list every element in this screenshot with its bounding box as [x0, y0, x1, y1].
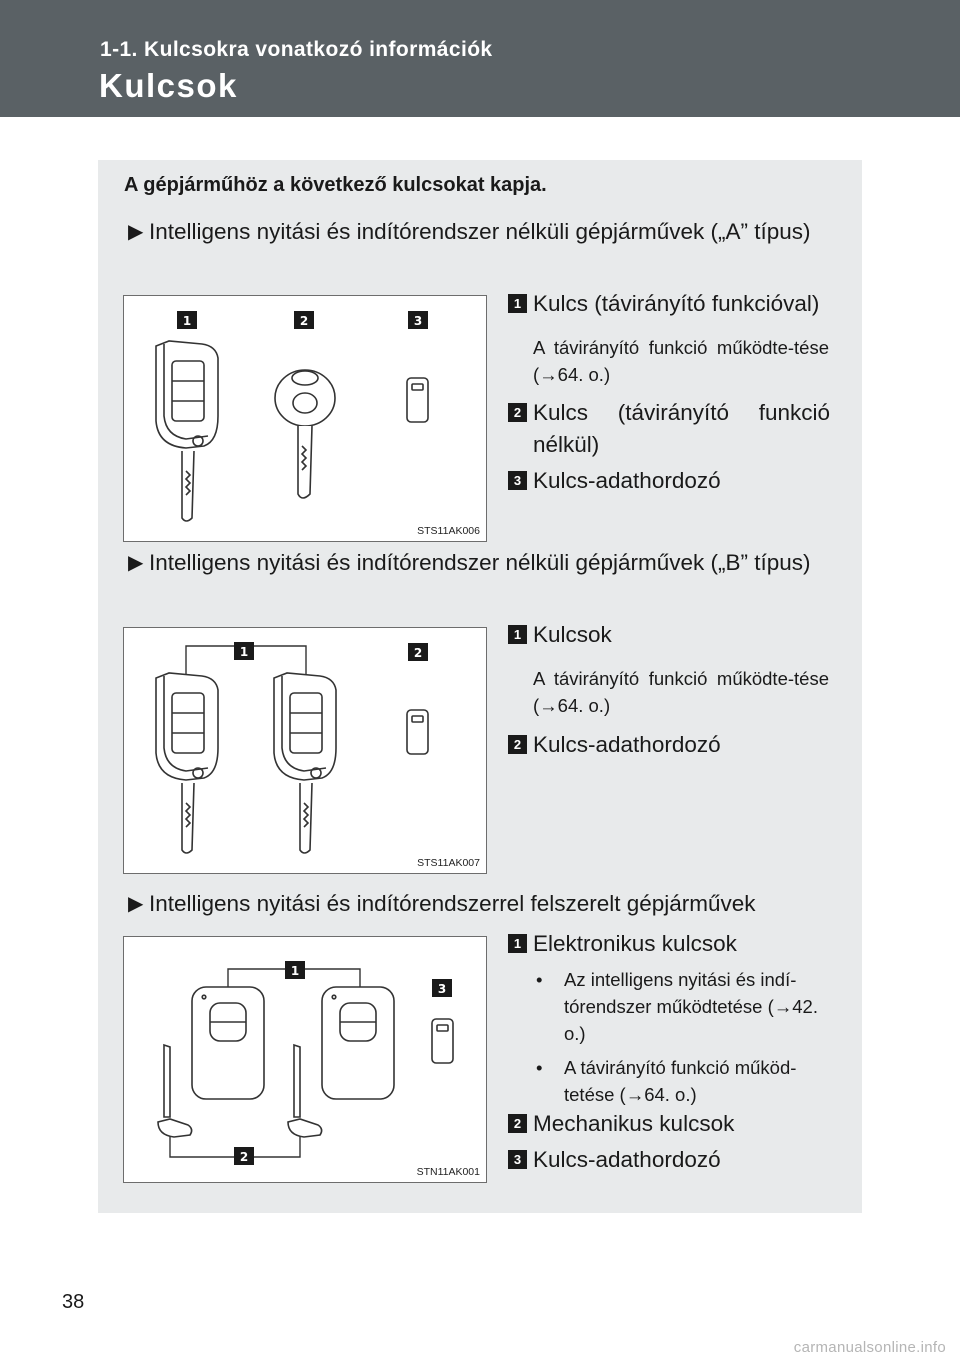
intro-text: A gépjárműhöz a következő kulcsokat kapja.: [124, 174, 547, 196]
mechanical-key-blade-icon: [158, 1045, 192, 1137]
smart-keys-illustration: [124, 937, 486, 1182]
figure-keys-type-a: [123, 295, 487, 542]
legend-item: 1 Kulcs (távirányító funkcióval): [508, 288, 830, 320]
svg-text:1: 1: [239, 645, 249, 659]
number-label-icon: 3: [508, 1150, 527, 1169]
electronic-key-icon: [192, 987, 264, 1099]
mechanical-key-icon: [275, 370, 335, 498]
key-tag-icon: [407, 378, 428, 422]
item-note: A távirányító funkció működte-tése (→64. o.): [533, 337, 829, 385]
flip-remote-key-icon: [156, 673, 218, 853]
svg-text:1: 1: [182, 314, 192, 328]
page-header: [0, 0, 960, 117]
number-label-icon: 2: [508, 1114, 527, 1133]
bullet-icon: •: [536, 1057, 543, 1078]
svg-text:3: 3: [437, 982, 447, 996]
number-label-icon: 1: [508, 294, 527, 313]
legend-item: 3 Kulcs-adathordozó: [508, 1144, 830, 1176]
keys-type-a-illustration: [124, 296, 486, 541]
number-label-icon: 1: [508, 625, 527, 644]
item-note: A távirányító funkció működte-tése (→64. o.): [533, 668, 829, 716]
figure-keys-type-b: [123, 627, 487, 874]
number-label-icon: 3: [508, 471, 527, 490]
keys-type-b-illustration: [124, 628, 486, 873]
number-label-icon: 2: [508, 735, 527, 754]
legend-item: 2 Kulcs-adathordozó: [508, 729, 830, 761]
electronic-key-icon: [322, 987, 394, 1099]
bullet-item: • Az intelligens nyitási és indí-tórendszer működtetése (→42. o.): [536, 966, 830, 1047]
number-label-icon: 1: [508, 934, 527, 953]
number-label-icon: 2: [508, 403, 527, 422]
figure-code: STS11AK006: [417, 525, 480, 537]
group-b-heading: ▶ Intelligens nyitási és indítórendszer nélküli gépjárművek („B” típus): [128, 547, 830, 579]
page-number: 38: [62, 1291, 85, 1313]
svg-text:2: 2: [299, 314, 309, 328]
svg-text:1: 1: [290, 964, 300, 978]
key-tag-icon: [407, 710, 428, 754]
figure-code: STS11AK007: [417, 857, 480, 869]
section-title: 1-1. Kulcsokra vonatkozó információk: [100, 38, 493, 61]
page-title: Kulcsok: [99, 67, 238, 104]
legend-item: 2 Kulcs (távirányító funkció nélkül): [508, 397, 830, 461]
key-tag-icon: [432, 1019, 453, 1063]
svg-text:3: 3: [413, 314, 423, 328]
svg-text:2: 2: [239, 1150, 249, 1164]
triangle-icon: ▶: [128, 893, 144, 915]
flip-remote-key-icon: [274, 673, 336, 853]
bullet-item: • A távirányító funkció működ-tetése (→64. o.): [536, 1054, 830, 1108]
figure-smart-keys: [123, 936, 487, 1183]
legend-item: 1 Kulcsok: [508, 619, 830, 651]
bullet-icon: •: [536, 969, 543, 990]
group-a-heading: ▶ Intelligens nyitási és indítórendszer nélküli gépjárművek („A” típus): [128, 216, 830, 248]
legend-item: 2 Mechanikus kulcsok: [508, 1108, 830, 1140]
group-c-heading: ▶ Intelligens nyitási és indítórendszerrel felszerelt gépjárművek: [128, 888, 830, 920]
legend-item: 3 Kulcs-adathordozó: [508, 465, 830, 497]
figure-code: STN11AK001: [416, 1166, 480, 1178]
svg-text:2: 2: [413, 646, 423, 660]
flip-remote-key-icon: [156, 341, 218, 521]
watermark: carmanualsonline.info: [793, 1339, 946, 1356]
mechanical-key-blade-icon: [288, 1045, 322, 1137]
triangle-icon: ▶: [128, 221, 144, 243]
triangle-icon: ▶: [128, 552, 144, 574]
legend-item: 1 Elektronikus kulcsok: [508, 928, 830, 960]
